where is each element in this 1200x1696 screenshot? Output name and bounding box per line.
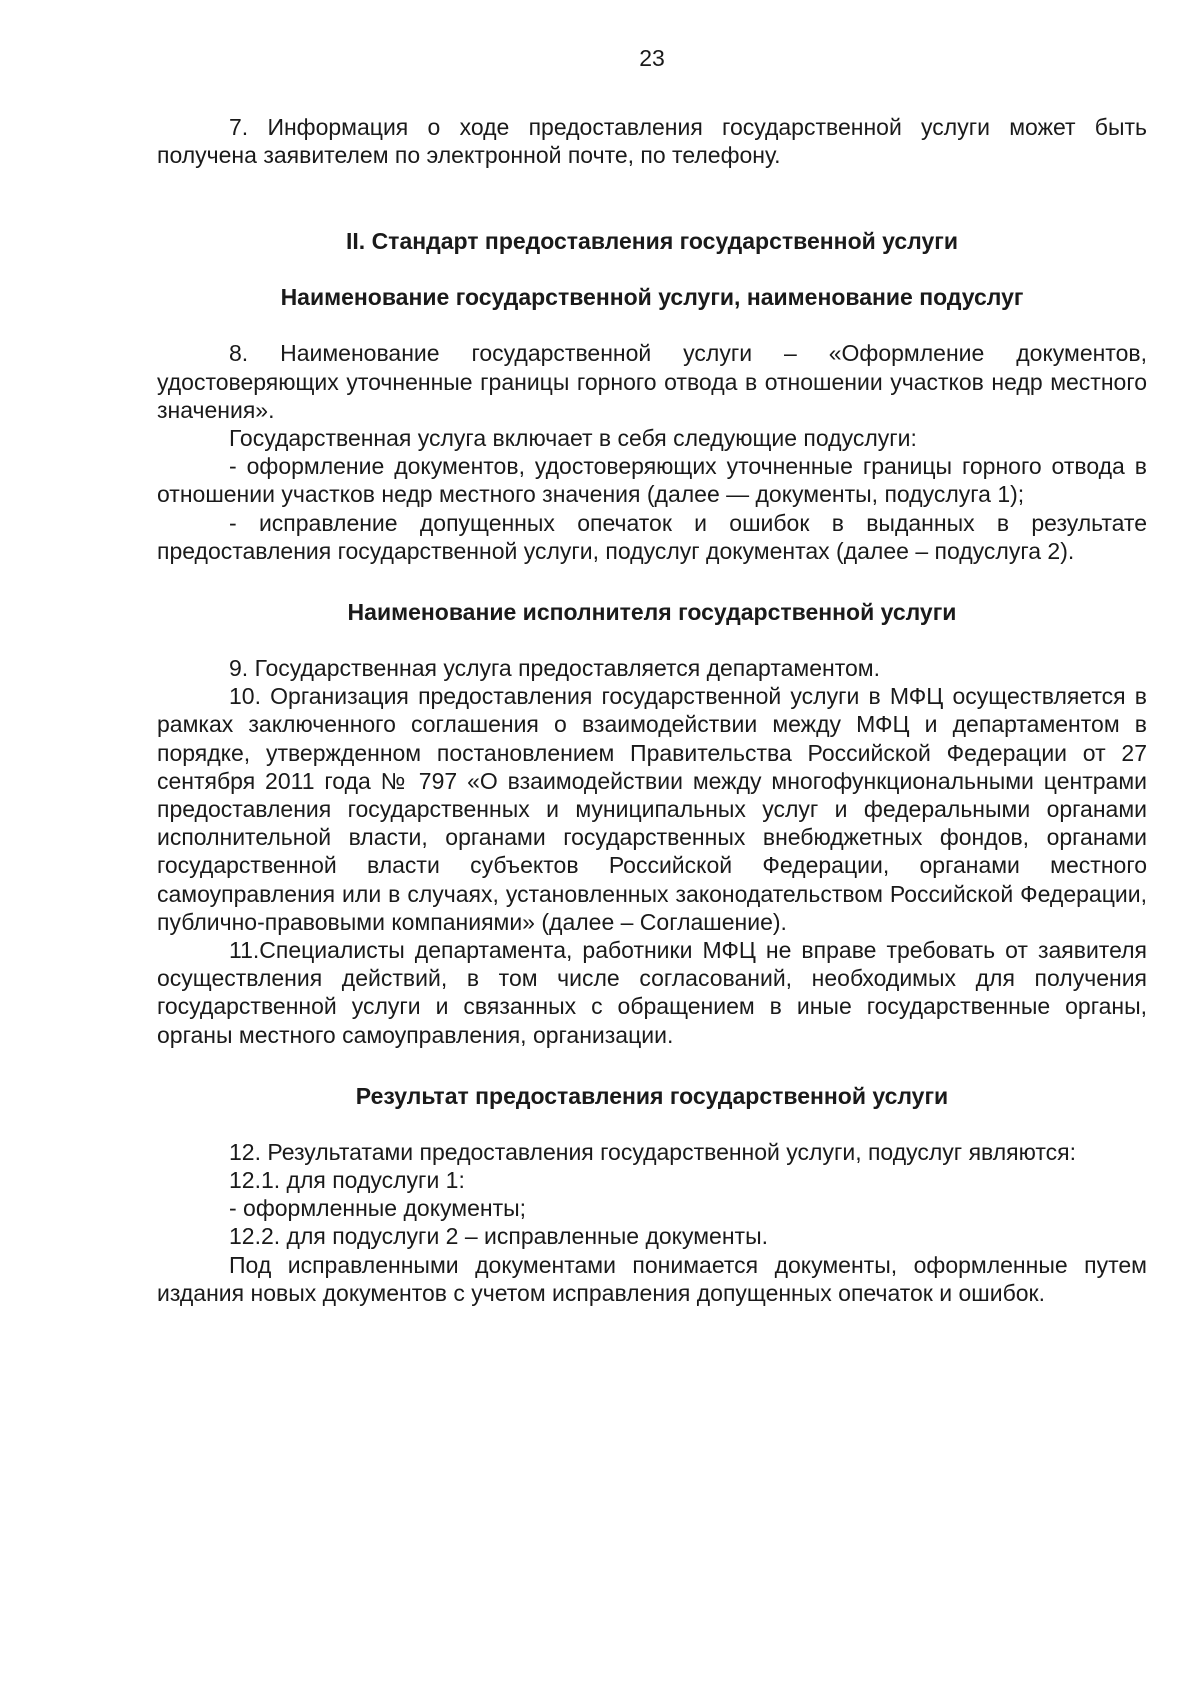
subheading-service-name: Наименование государственной услуги, наименование подуслуг: [280, 284, 1024, 311]
paragraph-8-item-1: - оформление документов, удостоверяющих уточненные границы горного отвода в отношении участков недр местного значения (далее — документы, подуслуга 1);: [157, 453, 1147, 508]
paragraph-12-2: 12.2. для подуслуги 2 – исправленные документы.: [229, 1223, 768, 1250]
paragraph-9: 9. Государственная услуга предоставляется департаментом.: [229, 655, 880, 682]
section-heading-standard: II. Стандарт предоставления государственной услуги: [346, 228, 958, 255]
paragraph-12-1-item: - оформленные документы;: [229, 1195, 527, 1222]
paragraph-12: 12. Результатами предоставления государственной услуги, подуслуг являются:: [229, 1138, 1076, 1165]
paragraph-11: 11.Специалисты департамента, работники МФЦ не вправе требовать от заявителя осуществления действий, в том числе согласований, необходимых для получения государственной услуги и связанных с обращением в иные государственные органы, органы местного самоуправления, организации.: [157, 937, 1147, 1048]
paragraph-12-1: 12.1. для подуслуги 1:: [229, 1167, 465, 1194]
paragraph-8-intro: Государственная услуга включает в себя следующие подуслуги:: [229, 425, 917, 452]
paragraph-10: 10. Организация предоставления государственной услуги в МФЦ осуществляется в рамках заключенного соглашения о взаимодействии между МФЦ и департаментом в порядке, утвержденном постановлением Правительства Российской Федерации от 27 сентября 2011 года № 797 «О взаимодействии между многофункциональными центрами предоставления государственных и муниципальных услуг и федеральными органами исполнительной власти, органами государственных внебюджетных фондов, органами государственной власти субъектов Российской Федерации, органами местного самоуправления или в случаях, установленных законодательством Российской Федерации, публично-правовыми компаниями» (далее – Соглашение).: [157, 683, 1147, 935]
paragraph-8-item-2: - исправление допущенных опечаток и ошибок в выданных в результате предоставления государственной услуги, подуслуг документах (далее – подуслуга 2).: [157, 509, 1147, 564]
page-number: 23: [639, 45, 665, 71]
paragraph-12-note: Под исправленными документами понимается документы, оформленные путем издания новых документов с учетом исправления допущенных опечаток и ошибок.: [157, 1251, 1147, 1306]
subheading-service-executor: Наименование исполнителя государственной услуги: [347, 599, 957, 626]
paragraph-7: 7. Информация о ходе предоставления государственной услуги может быть получена заявителем по электронной почте, по телефону.: [157, 114, 1147, 169]
document-body: [157, 113, 1147, 1307]
subheading-service-result: Результат предоставления государственной услуги: [355, 1082, 949, 1109]
paragraph-8: 8. Наименование государственной услуги – «Оформление документов, удостоверяющих уточненные границы горного отвода в отношении участков недр местного значения».: [157, 340, 1147, 423]
